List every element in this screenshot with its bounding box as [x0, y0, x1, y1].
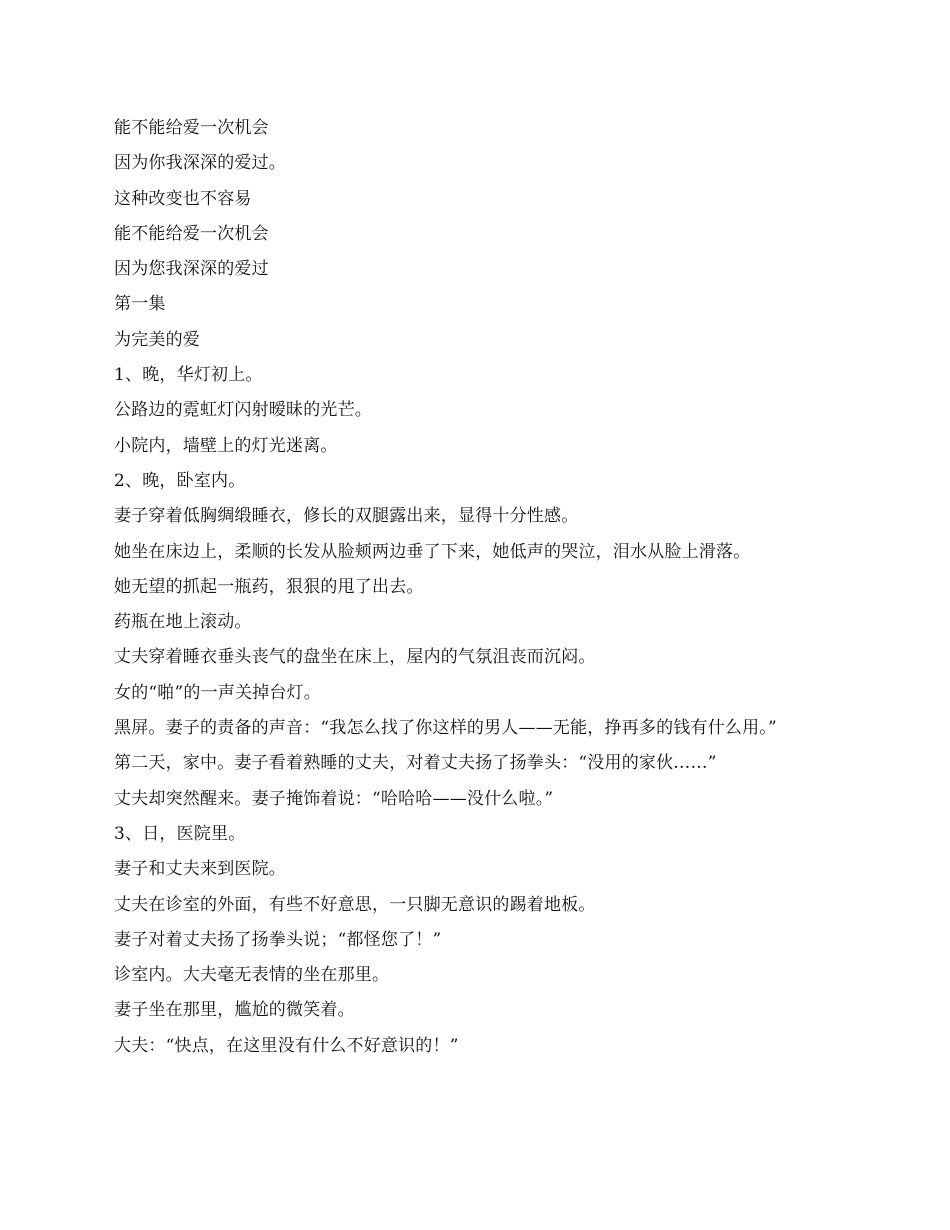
scene-heading: 3、日，医院里。 — [114, 823, 246, 844]
text-line: 黑屏。妻子的责备的声音：“我怎么找了你这样的男人——无能，挣再多的钱有什么用。” — [114, 718, 777, 739]
text-line: 能不能给爱一次机会 — [114, 223, 269, 244]
text-line: 因为你我深深的爱过。 — [114, 153, 286, 174]
text-line: 大夫：“快点，在这里没有什么不好意识的！” — [114, 1035, 459, 1056]
text-line: 妻子对着丈夫扬了扬拳头说；“都怪您了！” — [114, 929, 442, 950]
text-line: 这种改变也不容易 — [114, 188, 252, 209]
text-line: 丈夫在诊室的外面，有些不好意思，一只脚无意识的踢着地板。 — [114, 894, 596, 915]
episode-title: 为完美的爱 — [114, 329, 200, 350]
text-line: 妻子和丈夫来到医院。 — [114, 859, 286, 880]
text-line: 药瓶在地上滚动。 — [114, 612, 252, 633]
text-line: 她无望的抓起一瓶药，狠狠的甩了出去。 — [114, 576, 424, 597]
text-line: 能不能给爱一次机会 — [114, 118, 269, 138]
text-line: 女的“啪”的一声关掉台灯。 — [114, 682, 321, 703]
text-line: 小院内，墙壁上的灯光迷离。 — [114, 435, 338, 456]
text-line: 第二天，家中。妻子看着熟睡的丈夫，对着丈夫扬了扬拳头：“没用的家伙……” — [114, 753, 717, 774]
text-line: 诊室内。大夫毫无表情的坐在那里。 — [114, 965, 390, 986]
text-line: 丈夫却突然醒来。妻子掩饰着说：“哈哈哈——没什么啦。” — [114, 788, 554, 809]
text-line: 她坐在床边上，柔顺的长发从脸颊两边垂了下来，她低声的哭泣，泪水从脸上滑落。 — [114, 541, 751, 562]
text-line: 妻子坐在那里，尴尬的微笑着。 — [114, 1000, 355, 1021]
scene-heading: 1、晚，华灯初上。 — [114, 365, 263, 386]
text-line: 因为您我深深的爱过 — [114, 259, 269, 280]
document-body — [114, 111, 914, 1064]
episode-heading: 第一集 — [114, 294, 166, 315]
text-line: 妻子穿着低胸绸缎睡衣，修长的双腿露出来，显得十分性感。 — [114, 506, 579, 527]
text-line: 丈夫穿着睡衣垂头丧气的盘坐在床上，屋内的气氛沮丧而沉闷。 — [114, 647, 596, 668]
scene-heading: 2、晚，卧室内。 — [114, 470, 246, 491]
text-line: 公路边的霓虹灯闪射暧昧的光芒。 — [114, 400, 372, 421]
